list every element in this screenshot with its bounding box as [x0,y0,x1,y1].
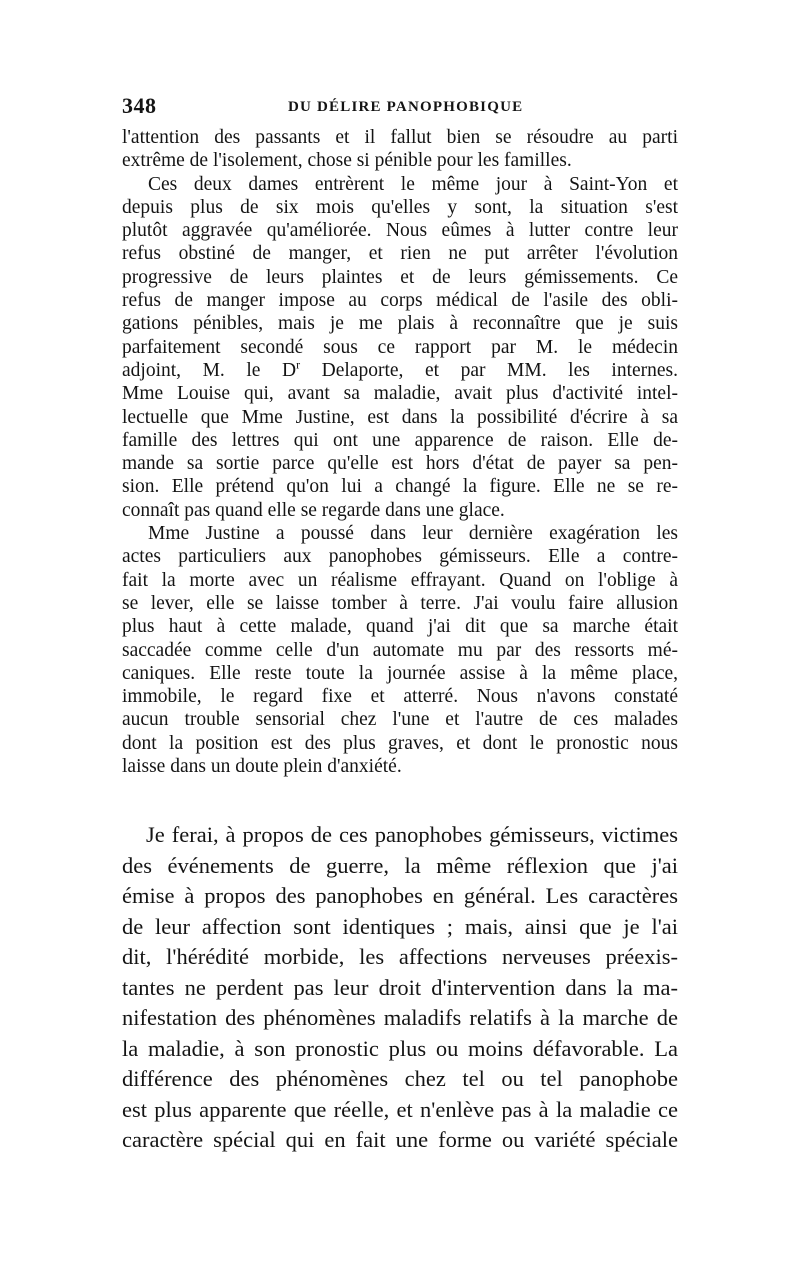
text-line: actes particuliers aux panophobes gémisseurs. Elle a contre- [122,546,678,568]
text-line: l'attention des passants et il fallut bien se résoudre au parti [122,127,678,148]
text-line: se lever, elle se laisse tomber à terre. J'ai voulu faire allusion [122,592,678,614]
text-line: mande sa sortie parce qu'elle est hors d'état de payer sa pen- [122,453,678,475]
text-line: fait la morte avec un réalisme effrayant. Quand on l'oblige à [122,569,678,591]
text-line: progressive de leurs plaintes et de leurs gémissements. Ce [122,266,678,288]
text-line: Ces deux dames entrèrent le même jour à Saint-Yon et [148,173,678,195]
page-number: 348 [122,93,157,118]
body-text-small [122,126,678,778]
doctor-superscript: r [296,357,301,372]
text-line: depuis plus de six mois qu'elles y sont, la situation s'est [122,196,678,218]
text-line: plutôt aggravée qu'améliorée. Nous eûmes à lutter contre leur [122,220,678,242]
page-header [122,93,678,123]
running-title: DU DÉLIRE PANOPHOBIQUE [288,99,524,115]
text-line: différence des phénomènes chez tel ou tel panophobe [122,1066,678,1091]
text-line: laisse dans un doute plein d'anxiété. [122,756,402,778]
text-line: refus obstiné de manger, et rien ne put arrêter l'évolution [122,243,678,265]
text-line: Je ferai, à propos de ces panophobes gémisseurs, victimes [146,822,678,847]
text-line: des événements de guerre, la même réflexion que j'ai [122,852,678,878]
text-line: parfaitement secondé sous ce rapport par M. le médecin [122,336,678,358]
text-line: extrême de l'isolement, chose si pénible pour les familles. [122,150,572,172]
text-line: gations pénibles, mais je me plais à reconnaître que je suis [122,313,678,335]
text-line: aucun trouble sensorial chez l'une et l'autre de ces malades [122,709,678,731]
text-line: caractère spécial qui en fait une forme ou variété spéciale [122,1127,678,1152]
text-line: connaît pas quand elle se regarde dans une glace. [122,499,505,521]
doctor-prefix: adjoint, M. le D [122,359,297,381]
text-line: émise à propos des panophobes en général. Les caractères [122,883,678,908]
text-line: famille des lettres qui ont une apparence de raison. Elle de- [122,429,678,451]
text-line: dont la position est des plus graves, et dont le pronostic nous [122,732,678,754]
text-line: est plus apparente que réelle, et n'enlève pas à la maladie ce [122,1096,678,1122]
text-line: la maladie, à son pronostic plus ou moins défavorable. La [122,1035,678,1061]
doctor-suffix: Delaporte, et par MM. les internes. [300,359,678,381]
text-line: tantes ne perdent pas leur droit d'intervention dans la ma- [122,974,678,1000]
text-line: sion. Elle prétend qu'on lui a changé la figure. Elle ne se re- [122,476,678,498]
text-line-doctor [122,359,678,382]
text-line: dit, l'hérédité morbide, les affections nerveuses préexis- [122,944,678,969]
text-line: caniques. Elle reste toute la journée assise à la même place, [122,662,678,684]
text-line: immobile, le regard fixe et atterré. Nous n'avons constaté [122,686,678,708]
text-line: refus de manger impose au corps médical de l'asile des obli- [122,290,678,312]
text-line: plus haut à cette malade, quand j'ai dit que sa marche était [122,616,678,638]
text-line: saccadée comme celle d'un automate mu par des ressorts mé- [122,639,678,661]
text-line: Mme Louise qui, avant sa maladie, avait plus d'activité intel- [122,383,678,405]
body-text-large [122,820,678,1156]
text-line: Mme Justine a poussé dans leur dernière exagération les [148,523,678,545]
text-line: nifestation des phénomènes maladifs relatifs à la marche de [122,1005,678,1030]
text-line: lectuelle que Mme Justine, est dans la possibilité d'écrire à sa [122,406,678,428]
text-line: de leur affection sont identiques ; mais, ainsi que je l'ai [122,913,678,939]
